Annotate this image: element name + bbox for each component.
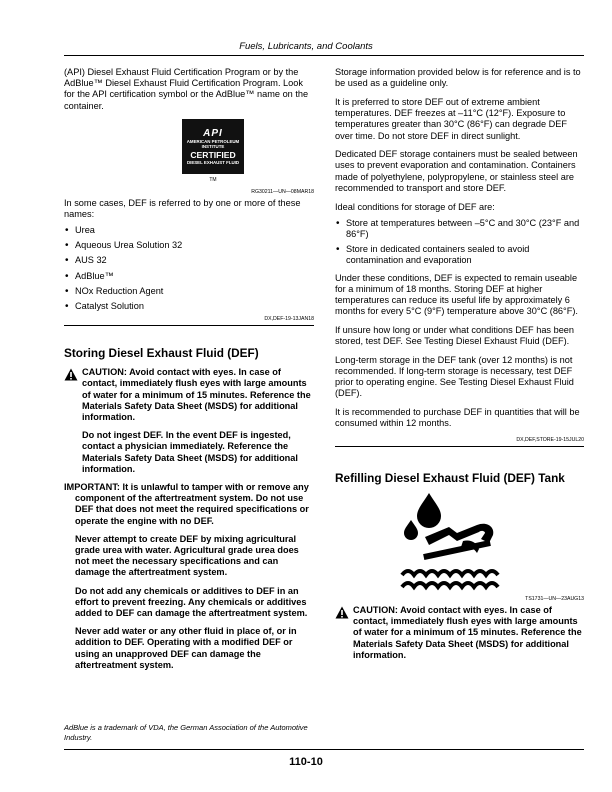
important-block xyxy=(64,482,314,671)
page-number: 110-10 xyxy=(289,756,323,768)
list-item: • AUS 32 xyxy=(64,255,314,266)
footer-rule xyxy=(64,749,584,750)
api-logo-mark: API xyxy=(203,127,223,139)
list-item: • NOx Reduction Agent xyxy=(64,286,314,297)
api-certification-logo xyxy=(182,119,244,186)
api-logo-tm: TM xyxy=(209,177,217,184)
icon-reference-tag: TS1731—UN—23AUG13 xyxy=(525,595,584,602)
def-fluid-icon xyxy=(397,489,509,594)
trademark-footnote: AdBlue is a trademark of VDA, the German Association of the Automotive Industry. xyxy=(64,723,308,742)
important-agricultural-urea: Never attempt to create DEF by mixing agricultural grade urea with water. Agricultural grade urea does not meet the necessary specifications and can damage the aftertreatment system. xyxy=(75,533,299,578)
warning-triangle-icon xyxy=(64,368,78,381)
storing-def-heading: Storing Diesel Exhaust Fluid (DEF) xyxy=(64,346,259,361)
list-item: • Store in dedicated containers sealed to avoid contamination and evaporation xyxy=(335,244,584,266)
api-logo-fluid: DIESEL EXHAUST FLUID xyxy=(186,159,240,165)
list-item: • AdBlue™ xyxy=(64,271,314,282)
intro-paragraph: (API) Diesel Exhaust Fluid Certification Program or by the AdBlue™ Diesel Exhaust Fluid Certification Program. Look for the API certification symbol or the AdBlue™ name on the container. xyxy=(64,67,309,111)
list-item: • Catalyst Solution xyxy=(64,301,314,312)
caution-eye-contact: CAUTION: Avoid contact with eyes. In case of contact, immediately flush eyes with large amounts of water for a minimum of 15 minutes. Reference the Materials Safety Data Sheet (MSDS) for additional information. xyxy=(353,604,582,660)
aka-intro: In some cases, DEF is referred to by one or more of these names: xyxy=(64,197,301,219)
running-header: Fuels, Lubricants, and Coolants xyxy=(239,41,373,52)
important-no-additives: Do not add any chemicals or additives to DEF in an effort to prevent freezing. Any chemicals or additives added to DEF can damage the aftertreatment system. xyxy=(75,585,308,618)
purchase-quantities: It is recommended to purchase DEF in quantities that will be consumed within 12 months. xyxy=(335,407,580,429)
storage-containers: Dedicated DEF storage containers must be sealed between uses to prevent evaporation and contamination. Containers made of polyethylene, polypropylene, or stainless steel are recommended to transport and store DEF. xyxy=(335,149,578,193)
api-certified-def-icon xyxy=(182,119,244,174)
shelf-life: Under these conditions, DEF is expected to remain useable for a minimum of 18 months. Storing DEF at higher temperatures can reduce its useful life by approximately 6 months for every 5°C (9°F) temperature above 30°C (86°F). xyxy=(335,272,578,317)
storage-temperature: It is preferred to store DEF out of extreme ambient temperatures. DEF freezes at –11°C (12°F). Exposure to temperatures greater than 30°C (86°F) can degrade DEF over time. Do not store DEF in direct sunlight. xyxy=(335,96,568,141)
refilling-def-heading: Refilling Diesel Exhaust Fluid (DEF) Tank xyxy=(335,470,565,485)
logo-reference-tag: RG30211—UN—08MAR18 xyxy=(251,188,314,195)
caution-block xyxy=(64,367,314,475)
caution-block xyxy=(335,605,584,661)
right-column xyxy=(335,67,584,668)
warning-triangle-icon xyxy=(335,606,349,619)
long-term-storage: Long-term storage in the DEF tank (over 12 months) is not recommended. If long-term storage is necessary, test DEF prior to operating engine. See Testing Diesel Exhaust Fluid (DEF). xyxy=(335,354,574,399)
header-rule xyxy=(64,55,584,56)
ideal-conditions-intro: Ideal conditions for storage of DEF are: xyxy=(335,201,495,212)
section-reference-tag: DX,DEF,STORE-19-15JUL20 xyxy=(516,436,584,443)
ideal-conditions-list xyxy=(335,218,584,267)
aka-list xyxy=(64,225,314,312)
caution-eye-contact: CAUTION: Avoid contact with eyes. In case of contact, immediately flush eyes with large amounts of water for a minimum of 15 minutes. Reference the Materials Safety Data Sheet (MSDS) for additional information. xyxy=(82,367,311,422)
important-no-water: Never add water or any other fluid in place of, or in addition to DEF. Operating with a modified DEF or using an unapproved DEF can damage the aftertreatment system. xyxy=(75,626,297,670)
api-logo-org: AMERICAN PETROLEUM INSTITUTE xyxy=(186,138,240,149)
list-item: • Store at temperatures between –5°C and 30°C (23°F and 86°F) xyxy=(335,218,584,240)
list-item: • Aqueous Urea Solution 32 xyxy=(64,240,314,251)
left-column xyxy=(64,67,314,678)
test-def-note: If unsure how long or under what conditions DEF has been stored, test DEF. See Testing Diesel Exhaust Fluid (DEF). xyxy=(335,324,575,347)
caution-ingest: Do not ingest DEF. In the event DEF is ingested, contact a physician immediately. Reference the Materials Safety Data Sheet (MSDS) for additional information. xyxy=(82,430,298,474)
api-logo-certified: CERTIFIED xyxy=(190,149,236,160)
storage-guideline: Storage information provided below is for reference and is to be used as a guideline only. xyxy=(335,67,581,89)
list-item: • Urea xyxy=(64,225,314,236)
important-tamper: IMPORTANT: It is unlawful to tamper with or remove any component of the aftertreatment system. Do not use DEF that does not meet the required specifications or operate the engine with no DEF. xyxy=(64,481,309,526)
section-reference-tag: DX,DEF-19-13JAN18 xyxy=(264,316,314,323)
